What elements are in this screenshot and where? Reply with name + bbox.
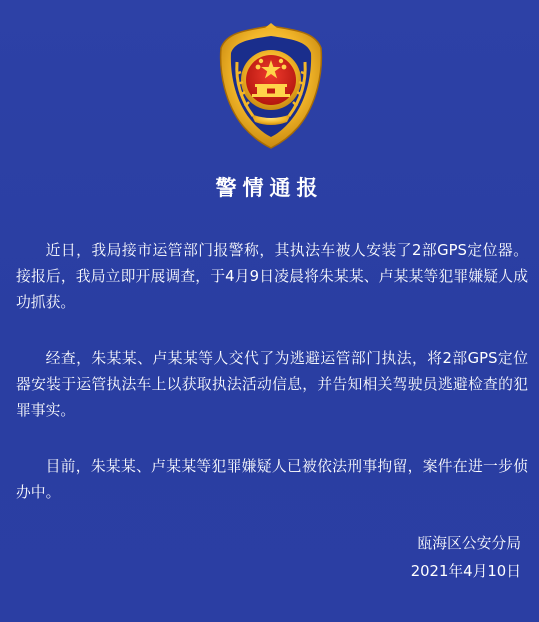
paragraph-2: 经查，朱某某、卢某某等人交代了为逃避运管部门执法，将2部GPS定位器安装于运管执法车上以获取执法活动信息，并告知相关驾驶员逃避检查的犯罪事实。 [16,350,528,419]
signature-date: 2021年4月10日 [410,563,521,580]
signature-organization: 瓯海区公安分局 [417,535,521,552]
paragraph-3: 目前，朱某某、卢某某等犯罪嫌疑人已被依法刑事拘留，案件在进一步侦办中。 [16,458,528,501]
paragraph-1: 近日，我局接市运管部门报警称，其执法车被人安装了2部GPS定位器。接报后，我局立即开展调查，于4月9日凌晨将朱某某、卢某某等犯罪嫌疑人成功抓获。 [16,242,528,311]
police-badge-icon [207,22,335,150]
notice-title: 警情通报 [215,176,324,200]
